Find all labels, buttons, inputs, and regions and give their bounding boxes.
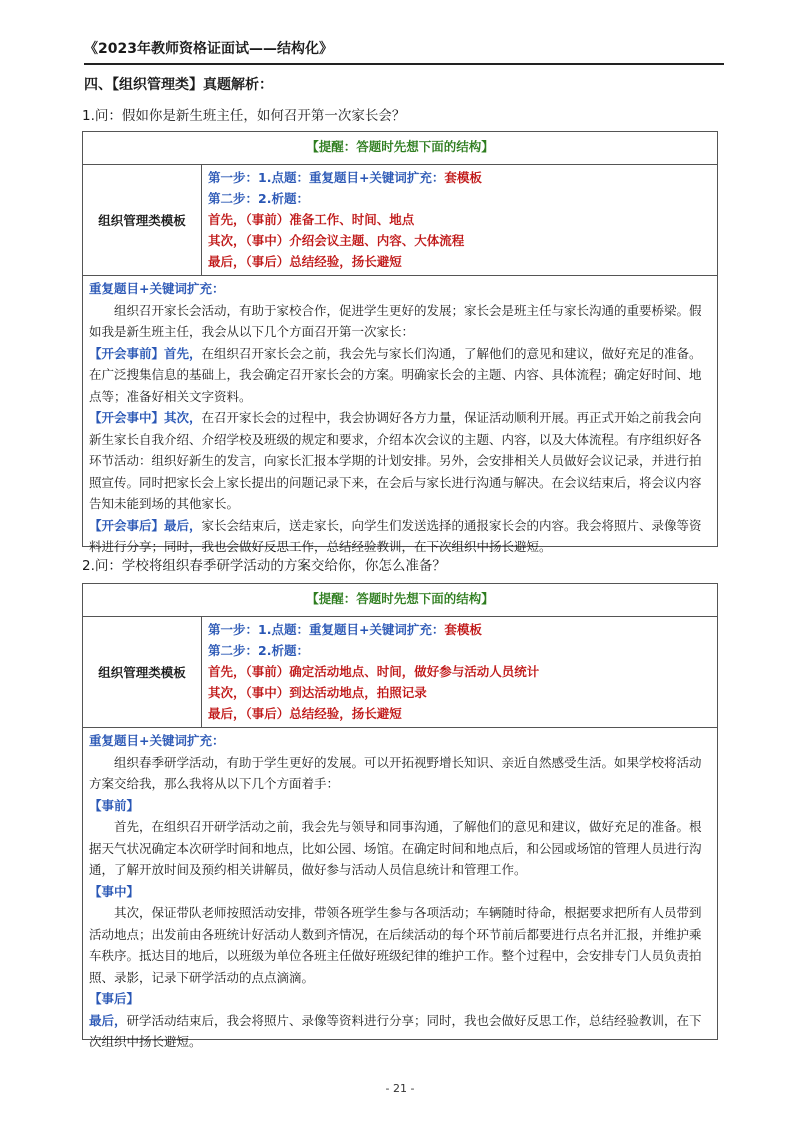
question-1: 1.问：假如你是新生班主任，如何召开第一次家长会？ — [82, 108, 406, 124]
template-label: 组织管理类模板 — [83, 617, 202, 727]
page-number: - 21 - — [385, 1082, 415, 1095]
template-row — [83, 165, 717, 276]
answer-box-2 — [82, 583, 718, 1049]
step-last: 最后，（事后）总结经验，扬长避短 — [208, 706, 402, 721]
header-divider — [84, 63, 724, 65]
answer-content — [83, 728, 717, 1053]
intro-paragraph: 组织召开家长会活动，有助于家校合作，促进学生更好的发展；家长会是班主任与家长沟通的重要桥梁。假如我是新生班主任，我会从以下几个方面召开第一次家长： — [89, 302, 702, 339]
page-header: 《2023年教师资格证面试——结构化》 — [84, 41, 333, 57]
repeat-label: 重复题目+关键词扩充： — [89, 281, 225, 296]
step-last: 最后，（事后）总结经验，扬长避短 — [208, 254, 402, 269]
question-2: 2.问：学校将组织春季研学活动的方案交给你，你怎么准备？ — [82, 558, 446, 574]
step-second: 其次，（事中）介绍会议主题、内容、大体流程 — [208, 233, 465, 248]
before-heading: 【事前】 — [89, 797, 140, 813]
template-steps — [202, 165, 717, 275]
section-title: 四、【组织管理类】真题解析： — [84, 77, 273, 93]
after-paragraph: 【开会事后】最后，家长会结束后，送走家长，向学生们发送选择的通报家长会的内容。我会将照片、录像等资料进行分享；同时，我也会做好反思工作，总结经验教训，在下次组织中扬长避短。 — [89, 517, 702, 554]
answer-content — [83, 276, 717, 558]
template-steps — [202, 617, 717, 727]
before-paragraph: 【开会事前】首先，在组织召开家长会之前，我会先与家长们沟通，了解他们的意见和建议，做好充足的准备。在广泛搜集信息的基础上，我会确定召开家长会的方案。明确家长会的主题、内容、具体流程；确定好时间、地点等；准备好相关文字资料。 — [89, 345, 702, 404]
repeat-label: 重复题目+关键词扩充： — [89, 733, 225, 748]
tip-banner: 【提醒：答题时先想下面的结构】 — [83, 584, 717, 617]
step-1: 第一步：1.点题：重复题目+关键词扩充：套模板 — [208, 622, 482, 637]
during-heading: 【事中】 — [89, 883, 140, 899]
during-paragraph: 其次，保证带队老师按照活动安排，带领各班学生参与各项活动；车辆随时待命，根据要求把所有人员带到活动地点；出发前由各班统计好活动人数到齐情况，在后续活动的每个环节前后都要进行点名并汇报，并维护乘车秩序。抵达目的地后，以班级为单位各班主任做好班级纪律的维护工作。整个过程中，会安排专门人员负责拍照、录影，记录下研学活动的点点滴滴。 — [89, 905, 702, 985]
step-first: 首先，（事前）确定活动地点、时间，做好参与活动人员统计 — [208, 664, 540, 679]
after-heading: 【事后】 — [89, 991, 140, 1006]
step-2: 第二步：2.析题： — [208, 643, 309, 658]
template-label: 组织管理类模板 — [83, 165, 202, 275]
during-paragraph: 【开会事中】其次，在召开家长会的过程中，我会协调好各方力量，保证活动顺利开展。再正式开始之前我会向新生家长自我介绍、介绍学校及班级的规定和要求，介绍本次会议的主题、内容，以及大体流程。有序组织好各环节活动：组织好新生的发言，向家长汇报本学期的计划安排。另外，会安排相关人员做好会议记录，并进行拍照宣传。同时把家长会上家长提出的问题记录下来，在会后与家长进行沟通与解决。在会议结束后，将会议内容告知未能到场的其他家长。 — [89, 410, 702, 511]
step-2: 第二步：2.析题： — [208, 191, 309, 206]
template-row — [83, 617, 717, 728]
step-1: 第一步：1.点题：重复题目+关键词扩充：套模板 — [208, 170, 482, 185]
step-first: 首先，（事前）准备工作、时间、地点 — [208, 212, 415, 227]
tip-banner: 【提醒：答题时先想下面的结构】 — [83, 132, 717, 165]
step-second: 其次，（事中）到达活动地点，拍照记录 — [208, 685, 427, 700]
after-paragraph: 最后，研学活动结束后，我会将照片、录像等资料进行分享；同时，我也会做好反思工作，总结经验教训，在下次组织中扬长避短。 — [89, 1012, 702, 1049]
before-paragraph: 首先，在组织召开研学活动之前，我会先与领导和同事沟通，了解他们的意见和建议，做好充足的准备。根据天气状况确定本次研学时间和地点，比如公园、场馆。在确定时间和地点后，和公园或场馆的管理人员进行沟通，了解开放时间及预约相关讲解员，做好参与活动人员信息统计和管理工作。 — [89, 819, 702, 877]
answer-box-1 — [82, 131, 718, 554]
intro-paragraph: 组织春季研学活动，有助于学生更好的发展。可以开拓视野增长知识、亲近自然感受生活。如果学校将活动方案交给我，那么我将从以下几个方面着手： — [89, 754, 702, 791]
